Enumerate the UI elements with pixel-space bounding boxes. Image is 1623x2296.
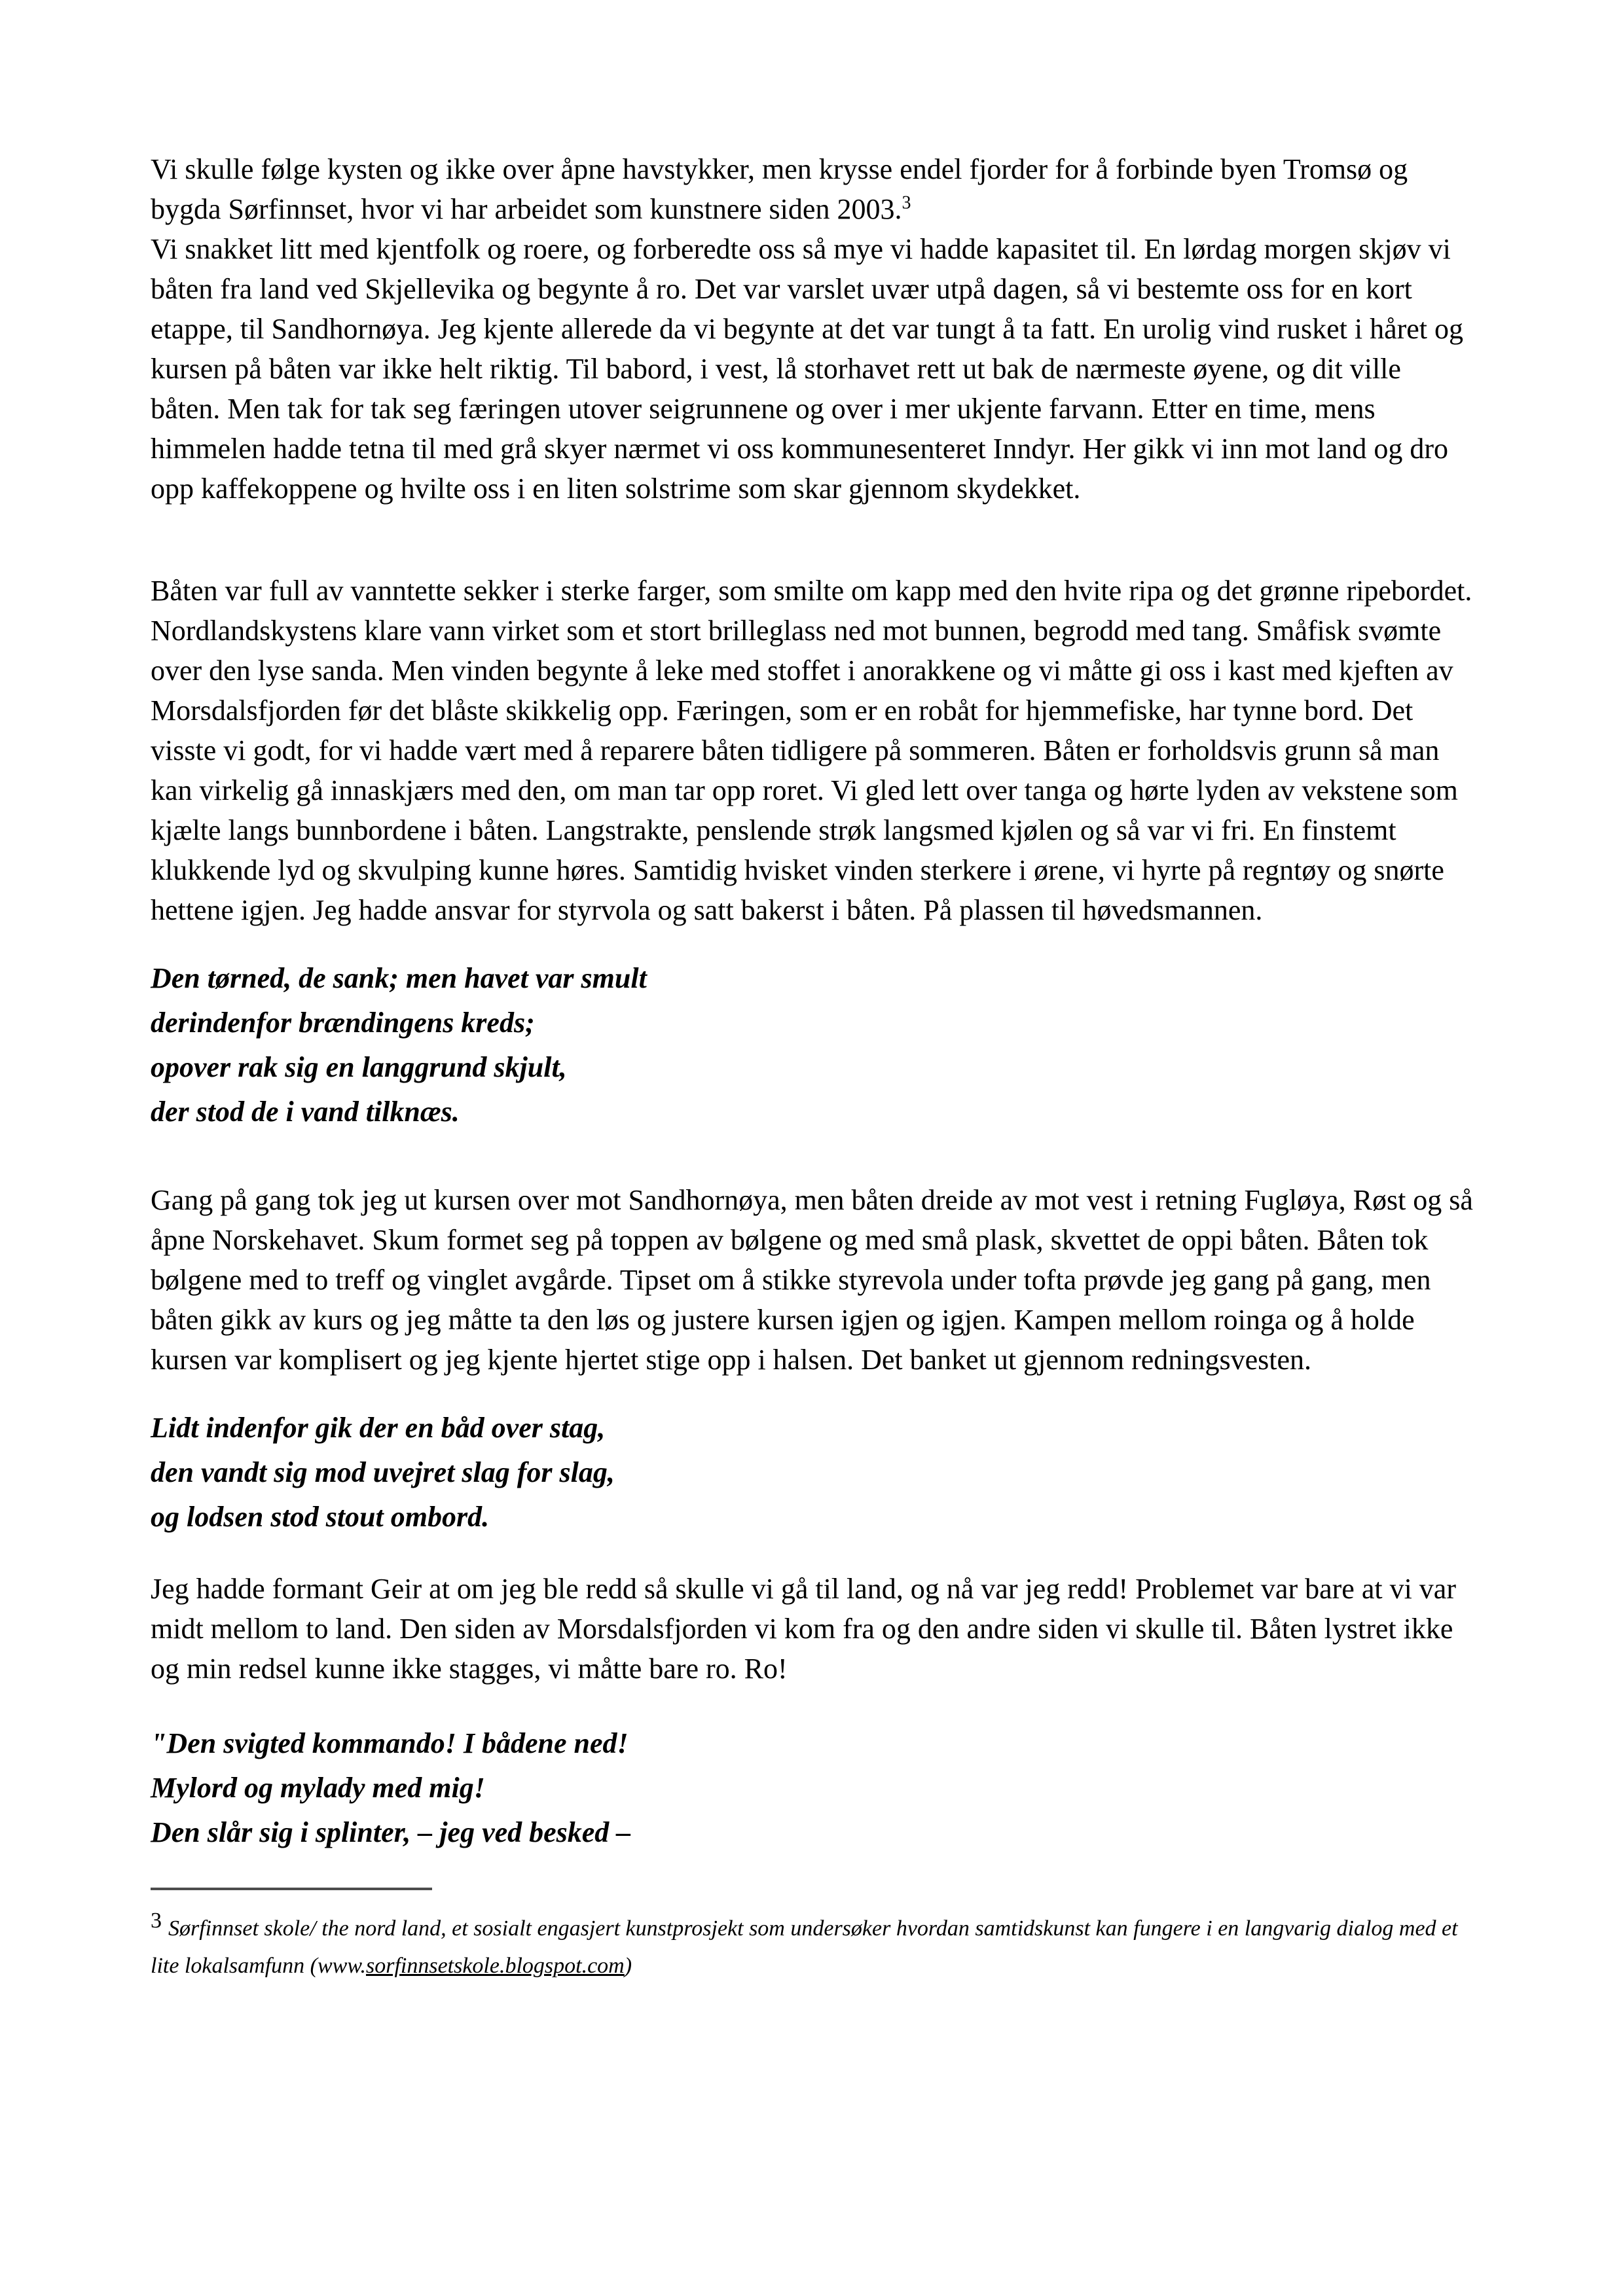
poem-line: Mylord og mylady med mig! bbox=[151, 1772, 485, 1804]
poem-line: Den slår sig i splinter, – jeg ved besked – bbox=[151, 1816, 631, 1848]
paragraph-fear: Jeg hadde formant Geir at om jeg ble redd så skulle vi gå til land, og nå var jeg redd! Problemet var bare at vi var midt mellom to land. Den siden av Morsdalsfjorden vi kom fra og den andre siden vi skulle til. Båten lystret ikke og min redsel kunne ikke stagges, vi måtte bare ro. Ro! bbox=[151, 1573, 1456, 1685]
footnote-text-suffix: ) bbox=[624, 1954, 632, 1978]
footnote-marker: 3 bbox=[151, 1909, 162, 1933]
footnote-link[interactable]: sorfinnsetskole.blogspot.com bbox=[365, 1954, 625, 1978]
footnote-text: Sørfinnset skole/ the nord land, et sosialt engasjert kunstprosjekt som undersøker hvordan samtidskunst kan fungere i en langvarig dialog med et lite lokalsamfunn (www. bbox=[151, 1916, 1458, 1978]
paragraph-boat: Båten var full av vanntette sekker i sterke farger, som smilte om kapp med den hvite ripa og det grønne ripebordet. Nordlandskystens klare vann virket som et stort brilleglass ned mot bunnen, begrodd med tang. Småfisk svømte over den lyse sanda. Men vinden begynte å leke med stoffet i anorakkene og vi måtte gi oss i kast med kjeften av Morsdalsfjorden før det blåste skikkelig opp. Færingen, som er en robåt for hjemmefiske, har tynne bord. Det visste vi godt, for vi hadde vært med å reparere båten tidligere på sommeren. Båten er forholdsvis grunn så man kan virkelig gå innaskjærs med den, om man tar opp roret. Vi gled lett over tanga og hørte lyden av vekstene som kjælte langs bunnbordene i båten. Langstrakte, penslende strøk langsmed kjølen og så var vi fri. En finstemt klukkende lyd og skvulping kunne høres. Samtidig hvisket vinden sterkere i ørene, vi hyrte på regntøy og snørte hettene igjen. Jeg hadde ansvar for styrvola og satt bakerst i båten. På plassen til høvedsmannen. bbox=[151, 575, 1472, 926]
footnote-reference-marker: 3 bbox=[902, 192, 911, 213]
poem-line: opover rak sig en langgrund skjult, bbox=[151, 1051, 567, 1083]
poem-line: der stod de i vand tilknæs. bbox=[151, 1096, 460, 1128]
poem-line: og lodsen stod stout ombord. bbox=[151, 1501, 490, 1533]
poem-quote-2 bbox=[151, 1406, 1473, 1539]
poem-line: derindenfor brændingens kreds; bbox=[151, 1007, 535, 1039]
poem-line: den vandt sig mod uvejret slag for slag, bbox=[151, 1456, 615, 1488]
poem-line: Den tørned, de sank; men havet var smult bbox=[151, 962, 647, 994]
poem-quote-1 bbox=[151, 956, 1473, 1134]
footnote bbox=[151, 1910, 1473, 1984]
paragraph-trip: Vi snakket litt med kjentfolk og roere, og forberedte oss så mye vi hadde kapasitet til. En lørdag morgen skjøv vi båten fra land ved Skjellevika og begynte å ro. Det var varslet uvær utpå dagen, så vi bestemte oss for en kort etappe, til Sandhornøya. Jeg kjente allerede da vi begynte at det var tungt å ta fatt. En urolig vind rusket i håret og kursen på båten var ikke helt riktig. Til babord, i vest, lå storhavet rett ut bak de nærmeste øyene, og dit ville båten. Men tak for tak seg færingen utover seigrunnene og over i mer ukjente farvann. Etter en time, mens himmelen hadde tetna til med grå skyer nærmet vi oss kommunesenteret Inndyr. Her gikk vi inn mot land og dro opp kaffekoppene og hvilte oss i en liten solstrime som skar gjennom skydekket. bbox=[151, 233, 1464, 505]
poem-quote-3 bbox=[151, 1721, 1473, 1855]
paragraph-course: Gang på gang tok jeg ut kursen over mot Sandhornøya, men båten dreide av mot vest i retning Fugløya, Røst og så åpne Norskehavet. Skum formet seg på toppen av bølgene og med små plask, skvettet de oppi båten. Båten tok bølgene med to treff og vinglet avgårde. Tipset om å stikke styrevola under tofta prøvde jeg gang på gang, men båten gikk av kurs og jeg måtte ta den løs og justere kursen igjen og igjen. Kampen mellom roinga og å holde kursen var komplisert og jeg kjente hjertet stige opp i halsen. Det banket ut gjennom redningsvesten. bbox=[151, 1184, 1473, 1376]
poem-line: "Den svigted kommando! I bådene ned! bbox=[151, 1727, 629, 1759]
poem-line: Lidt indenfor gik der en båd over stag, bbox=[151, 1412, 606, 1444]
footnote-separator-rule bbox=[151, 1888, 432, 1890]
paragraph-intro bbox=[151, 149, 1473, 229]
paragraph-intro-text: Vi skulle følge kysten og ikke over åpne havstykker, men krysse endel fjorder for å forbinde byen Tromsø og bygda Sørfinnset, hvor vi har arbeidet som kunstnere siden 2003. bbox=[151, 153, 1408, 225]
